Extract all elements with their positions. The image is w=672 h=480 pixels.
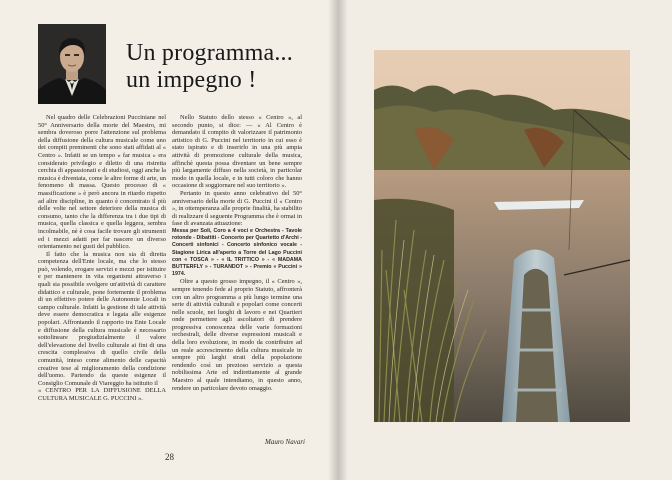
paragraph: Pertanto in questo anno celebrativo del 50° anniversario della morte di G. Puccini il « Centro », in ottemperanza alle proprie finalità, ha stabilito di realizzare il seguente Programma che è ormai in fase di avanzata attuazione: (172, 189, 302, 228)
paragraph: Nello Statuto dello stesso « Centro », al secondo punto, si dice: — « Al Centro è demandato il compito di valorizzare il patrimonio artistico di G. Puccini nel territorio in cui esso è stato ispirato e di inserirlo in una più ampia attività di promozione culturale della musica, affinchè questa possa diventare un bene sempre più largamente diffuso nella società, in particolar modo in quella locale, e in tutti coloro che hanno occasione di soggiornare nel suo territorio ». (172, 114, 302, 190)
title-line-2: un impegno ! (126, 67, 257, 93)
page-gutter (328, 0, 348, 480)
portrait-photo (38, 24, 106, 104)
article-title (126, 40, 336, 94)
boat-on-lake-photo (374, 50, 630, 422)
centre-name: « CENTRO PER LA DIFFUSIONE DELLA CULTURA MUSICALE G. PUCCINI ». (38, 387, 166, 402)
paragraph: Il fatto che la musica non sia di diretta competenza dell'Ente locale, ma che lo stesso può, volendo, erogare servizi e mezzi per istituire e per mantenere in vita organismi attraverso i quali sia possibile svolgere un'attività di carattere didattico e culturale, pone fortemente il problema di un effettivo potere delle Autonomie Locali in campo culturale. Infatti la gestione di tale attività deve essere democratica e legata alle esigenze popolari. Affrontando il rapporto tra Ente Locale e diffusione della cultura musicale è necessario sottolineare pregiudizialmente il valore dell'elevazione del livello culturale ai fini di una crescita complessiva di quello civile della comunità, inteso come alimento delle capacità creative tese al miglioramento della condizione dell'uomo. Partendo da queste esigenze il Consiglio Comunale di Viareggio ha istituito il (38, 250, 166, 387)
lake-photo-illustration (374, 50, 630, 422)
page-number: 28 (165, 452, 174, 462)
paragraph: Nel quadro delle Celebrazioni Pucciniane nel 50° Anniversario della morte del Maestro, mi sembra doveroso porre l'attenzione sul problema della diffusione della cultura musicale come uno dei compiti preminenti che sono stati affidati al « Centro ». Infatti se un tempo « far musica » era considerato privilegio e diletto di una ristretta cerchia di appassionati e di studiosi, oggi anche la musica è diventata, come le altre forme di arte, un fenomeno di massa. Questo processo di « massificazione » è però ancora in ritardo rispetto ad altre discipline, in quanto è concentrato il più delle volte nel settore deteriore della musica di consumo, tanto che la differenza tra i due tipi di musica, quella classica e quella leggera, sembra incolmabile, nè è cosa facile trovare gli strumenti ed i mezzi adatti per far nascere un diverso orientamento nei gusti del pubblico. (38, 114, 166, 251)
title-line-1: Un programma... (126, 40, 293, 66)
text-column-2 (172, 114, 302, 392)
author-portrait (38, 24, 106, 104)
paragraph: Oltre a questo grosso impegno, il « Centro », sempre tenendo fede al proprio Statuto, affronterà con un altro programma a più lungo termine una serie di attività culturali e popolari come concerti nelle scuole, nei luoghi di lavoro e nei Quartieri onde permettere agli ascoltatori di prendere progressiva conoscenza delle varie formazioni orchestrali, delle diverse espressioni musicali e della loro evoluzione, in modo da contribuire ad un reale accrescimento della cultura musicale in sempre più larghi strati della popolazione rendendo così un prezioso servizio a questa nobilissima Arte ed indirettamente al grande Maestro al quale intendiamo, in questo anno, rendere un particolare devoto omaggio. (172, 278, 302, 392)
text-column-1 (38, 114, 166, 403)
program-list: Messa per Soli, Coro a 4 voci e Orchestra - Tavole rotonde - Dibattiti - Concerto per Quartetto d'Archi - Concerti sinfonici - Concerto sinfonico vocale - Stagione Lirica all'aperto a Torre del Lago Puccini con « TOSCA » - « IL TRITTICO » - « MADAMA BUTTERFLY » - TURANDOT » - Premio « Puccini » 1974. (172, 227, 302, 278)
author-signature: Mauro Navari (265, 438, 305, 446)
